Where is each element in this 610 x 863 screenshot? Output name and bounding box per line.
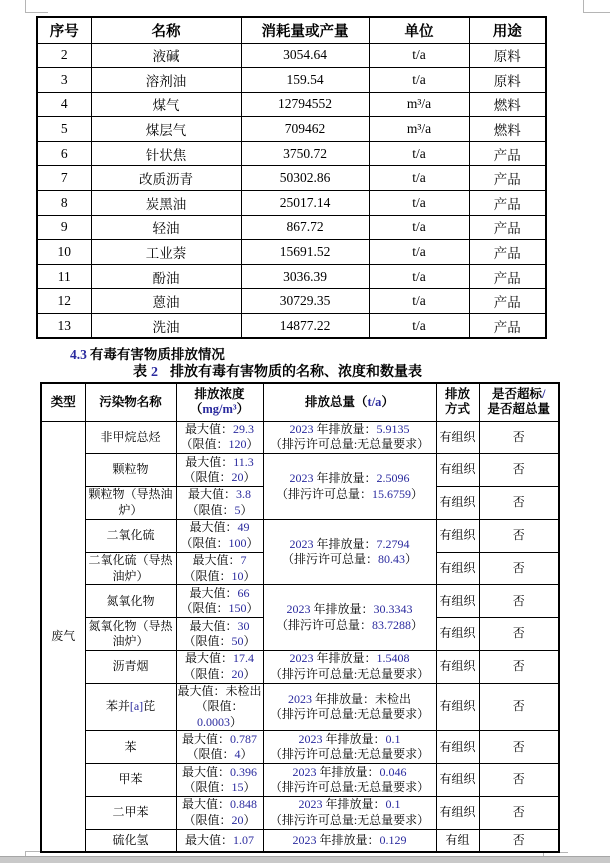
concentration-cell: 最大值：11.3 （限值：20）: [176, 454, 263, 487]
t1-cell: 3036.39: [241, 264, 369, 289]
table-row: [41, 585, 559, 618]
t1-cell: 产品: [469, 215, 546, 240]
pollutant-name-cell: 颗粒物: [85, 454, 176, 487]
exceed-standard-cell: 否: [479, 585, 559, 618]
t1-cell: 轻油: [91, 215, 241, 240]
concentration-cell: 最大值：30 （限值：50）: [176, 618, 263, 651]
t2-column-header: 排放总量（t/a）: [263, 383, 436, 421]
table2-header-row: [41, 383, 559, 421]
t1-cell: t/a: [369, 191, 469, 216]
exceed-standard-cell: 否: [479, 764, 559, 797]
pollutant-name-cell: 硫化氢: [85, 829, 176, 852]
t1-cell: 产品: [469, 314, 546, 339]
concentration-cell: 最大值：29.3 （限值：120）: [176, 421, 263, 454]
table-row: [37, 215, 546, 240]
exceed-standard-cell: 否: [479, 731, 559, 764]
total-emission-cell: 2023 年排放量：30.3343 （排污许可总量：83.7288）: [263, 585, 436, 651]
emission-method-cell: 有组织: [436, 683, 479, 731]
t1-cell: 燃料: [469, 92, 546, 117]
table-row: [41, 519, 559, 552]
pollutant-name-cell: 甲苯: [85, 764, 176, 797]
emission-method-cell: 有组织: [436, 519, 479, 552]
pollutant-name-cell: 二氧化硫: [85, 519, 176, 552]
t1-cell: 产品: [469, 264, 546, 289]
t1-cell: 产品: [469, 191, 546, 216]
total-emission-cell: 2023 年排放量：2.5096 （排污许可总量：15.6759）: [263, 454, 436, 520]
pollutant-name-cell: 非甲烷总烃: [85, 421, 176, 454]
t1-cell: t/a: [369, 240, 469, 265]
total-emission-cell: 2023 年排放量：0.046 （排污许可总量:无总量要求）: [263, 764, 436, 797]
t1-cell: 11: [37, 264, 91, 289]
table-row: [37, 264, 546, 289]
t1-cell: 2: [37, 43, 91, 68]
table-row: [37, 289, 546, 314]
table-row: [37, 43, 546, 68]
t1-column-header: 序号: [37, 17, 91, 43]
table-row: [37, 141, 546, 166]
total-emission-cell: 2023 年排放量：7.2794 （排污许可总量：80.43）: [263, 519, 436, 585]
table-row: [37, 92, 546, 117]
concentration-cell: 最大值：1.07: [176, 829, 263, 852]
section-number: 4.3: [70, 347, 87, 362]
t1-cell: t/a: [369, 166, 469, 191]
pollutant-type-cell: 废气: [41, 421, 85, 852]
table-row: [37, 68, 546, 93]
t1-cell: 原料: [469, 43, 546, 68]
t1-cell: t/a: [369, 141, 469, 166]
table-row: [37, 117, 546, 142]
t1-cell: 液碱: [91, 43, 241, 68]
t1-cell: t/a: [369, 289, 469, 314]
t1-cell: t/a: [369, 264, 469, 289]
concentration-cell: 最大值：0.848 （限值：20）: [176, 796, 263, 829]
table-row: [41, 454, 559, 487]
t1-cell: t/a: [369, 215, 469, 240]
table1-header-row: [37, 17, 546, 43]
t1-cell: m³/a: [369, 92, 469, 117]
t1-cell: t/a: [369, 314, 469, 339]
t1-cell: 3750.72: [241, 141, 369, 166]
exceed-standard-cell: 否: [479, 454, 559, 487]
emission-method-cell: 有组织: [436, 487, 479, 520]
table-row: [41, 683, 559, 731]
t1-cell: 7: [37, 166, 91, 191]
table2-caption: [133, 361, 422, 381]
t1-cell: 炭黑油: [91, 191, 241, 216]
total-emission-cell: 2023 年排放量：0.1 （排污许可总量:无总量要求）: [263, 796, 436, 829]
exceed-standard-cell: 否: [479, 651, 559, 684]
exceed-standard-cell: 否: [479, 796, 559, 829]
margin-mark-top-left: [25, 0, 48, 13]
t1-cell: 原料: [469, 68, 546, 93]
exceed-standard-cell: 否: [479, 552, 559, 585]
table-row: [41, 421, 559, 454]
t1-cell: 14877.22: [241, 314, 369, 339]
t1-cell: 50302.86: [241, 166, 369, 191]
emission-method-cell: 有组织: [436, 796, 479, 829]
table-row: [41, 829, 559, 852]
t1-cell: 洗油: [91, 314, 241, 339]
emission-method-cell: 有组织: [436, 764, 479, 797]
concentration-cell: 最大值：17.4 （限值：20）: [176, 651, 263, 684]
t1-cell: 8: [37, 191, 91, 216]
total-emission-cell: 2023 年排放量：0.129: [263, 829, 436, 852]
pollutant-name-cell: 二氧化硫（导热油炉）: [85, 552, 176, 585]
concentration-cell: 最大值：66 （限值：150）: [176, 585, 263, 618]
concentration-cell: 最大值：3.8 （限值：5）: [176, 487, 263, 520]
exceed-standard-cell: 否: [479, 829, 559, 852]
t1-column-header: 单位: [369, 17, 469, 43]
emission-method-cell: 有组织: [436, 651, 479, 684]
t1-cell: 蒽油: [91, 289, 241, 314]
t1-cell: 12: [37, 289, 91, 314]
t1-cell: 25017.14: [241, 191, 369, 216]
t1-cell: 改质沥青: [91, 166, 241, 191]
t1-cell: 5: [37, 117, 91, 142]
exceed-standard-cell: 否: [479, 487, 559, 520]
table-row: [37, 314, 546, 339]
emission-method-cell: 有组织: [436, 454, 479, 487]
t1-cell: 燃料: [469, 117, 546, 142]
table-row: [41, 764, 559, 797]
pollutant-name-cell: 沥青烟: [85, 651, 176, 684]
caption-label: 表: [133, 365, 147, 380]
caption-number: 2: [151, 365, 158, 380]
t2-column-header: 污染物名称: [85, 383, 176, 421]
t1-cell: 3: [37, 68, 91, 93]
concentration-cell: 最大值：7 （限值：10）: [176, 552, 263, 585]
concentration-cell: 最大值：49 （限值：100）: [176, 519, 263, 552]
t1-cell: 煤气: [91, 92, 241, 117]
t1-cell: 9: [37, 215, 91, 240]
margin-mark-top-right: [583, 0, 610, 13]
emission-method-cell: 有组织: [436, 731, 479, 764]
t1-cell: 10: [37, 240, 91, 265]
pollutant-name-cell: 二甲苯: [85, 796, 176, 829]
t1-cell: 煤层气: [91, 117, 241, 142]
emission-method-cell: 有组织: [436, 585, 479, 618]
pollutant-name-cell: 苯: [85, 731, 176, 764]
t1-cell: 12794552: [241, 92, 369, 117]
t1-cell: 709462: [241, 117, 369, 142]
exceed-standard-cell: 否: [479, 683, 559, 731]
emission-method-cell: 有组织: [436, 618, 479, 651]
table-row: [37, 166, 546, 191]
pollutant-name-cell: 氮氧化物: [85, 585, 176, 618]
t2-column-header: 排放浓度 （mg/m³）: [176, 383, 263, 421]
t1-cell: 产品: [469, 166, 546, 191]
t1-cell: 15691.52: [241, 240, 369, 265]
concentration-cell: 最大值：0.396 （限值：15）: [176, 764, 263, 797]
t1-cell: 产品: [469, 141, 546, 166]
t1-cell: 13: [37, 314, 91, 339]
total-emission-cell: 2023 年排放量：未检出 （排污许可总量:无总量要求）: [263, 683, 436, 731]
t1-column-header: 名称: [91, 17, 241, 43]
total-emission-cell: 2023 年排放量：1.5408 （排污许可总量:无总量要求）: [263, 651, 436, 684]
concentration-cell: 最大值：0.787 （限值：4）: [176, 731, 263, 764]
t1-cell: t/a: [369, 68, 469, 93]
t1-cell: 4: [37, 92, 91, 117]
table-row: [41, 796, 559, 829]
pollutant-name-cell: 苯并[a]芘: [85, 683, 176, 731]
section-heading: [70, 343, 225, 363]
t1-cell: 30729.35: [241, 289, 369, 314]
t1-cell: 溶剂油: [91, 68, 241, 93]
table-row: [37, 240, 546, 265]
t1-cell: 产品: [469, 289, 546, 314]
t1-cell: 针状焦: [91, 141, 241, 166]
t1-column-header: 消耗量或产量: [241, 17, 369, 43]
t1-column-header: 用途: [469, 17, 546, 43]
t2-column-header: 排放 方式: [436, 383, 479, 421]
t2-column-header: 类型: [41, 383, 85, 421]
exceed-standard-cell: 否: [479, 519, 559, 552]
t2-column-header: 是否超标/ 是否超总量: [479, 383, 559, 421]
table-row: [37, 191, 546, 216]
t1-cell: 159.54: [241, 68, 369, 93]
pollutant-name-cell: 氮氧化物（导热油炉）: [85, 618, 176, 651]
t1-cell: 产品: [469, 240, 546, 265]
exceed-standard-cell: 否: [479, 421, 559, 454]
section-title: 有毒有害物质排放情况: [89, 347, 225, 362]
emission-method-cell: 有组织: [436, 421, 479, 454]
t1-cell: t/a: [369, 43, 469, 68]
table-row: [41, 651, 559, 684]
t1-cell: m³/a: [369, 117, 469, 142]
concentration-cell: 最大值：未检出 （限值：0.0003）: [177, 683, 262, 729]
t1-cell: 6: [37, 141, 91, 166]
total-emission-cell: 2023 年排放量：5.9135 （排污许可总量:无总量要求）: [263, 421, 436, 454]
pollutant-name-cell: 颗粒物（导热油炉）: [85, 487, 176, 520]
emission-method-cell: 有组织: [436, 552, 479, 585]
materials-products-table: [36, 16, 547, 339]
exceed-standard-cell: 否: [479, 618, 559, 651]
t1-cell: 3054.64: [241, 43, 369, 68]
emission-method-cell: 有组: [436, 829, 479, 852]
page-edge-strip: [0, 856, 610, 863]
table-row: [41, 731, 559, 764]
t1-cell: 工业萘: [91, 240, 241, 265]
t1-cell: 867.72: [241, 215, 369, 240]
total-emission-cell: 2023 年排放量：0.1 （排污许可总量:无总量要求）: [263, 731, 436, 764]
emissions-table: [40, 382, 560, 853]
caption-title: 排放有毒有害物质的名称、浓度和数量表: [170, 365, 422, 380]
t1-cell: 酚油: [91, 264, 241, 289]
